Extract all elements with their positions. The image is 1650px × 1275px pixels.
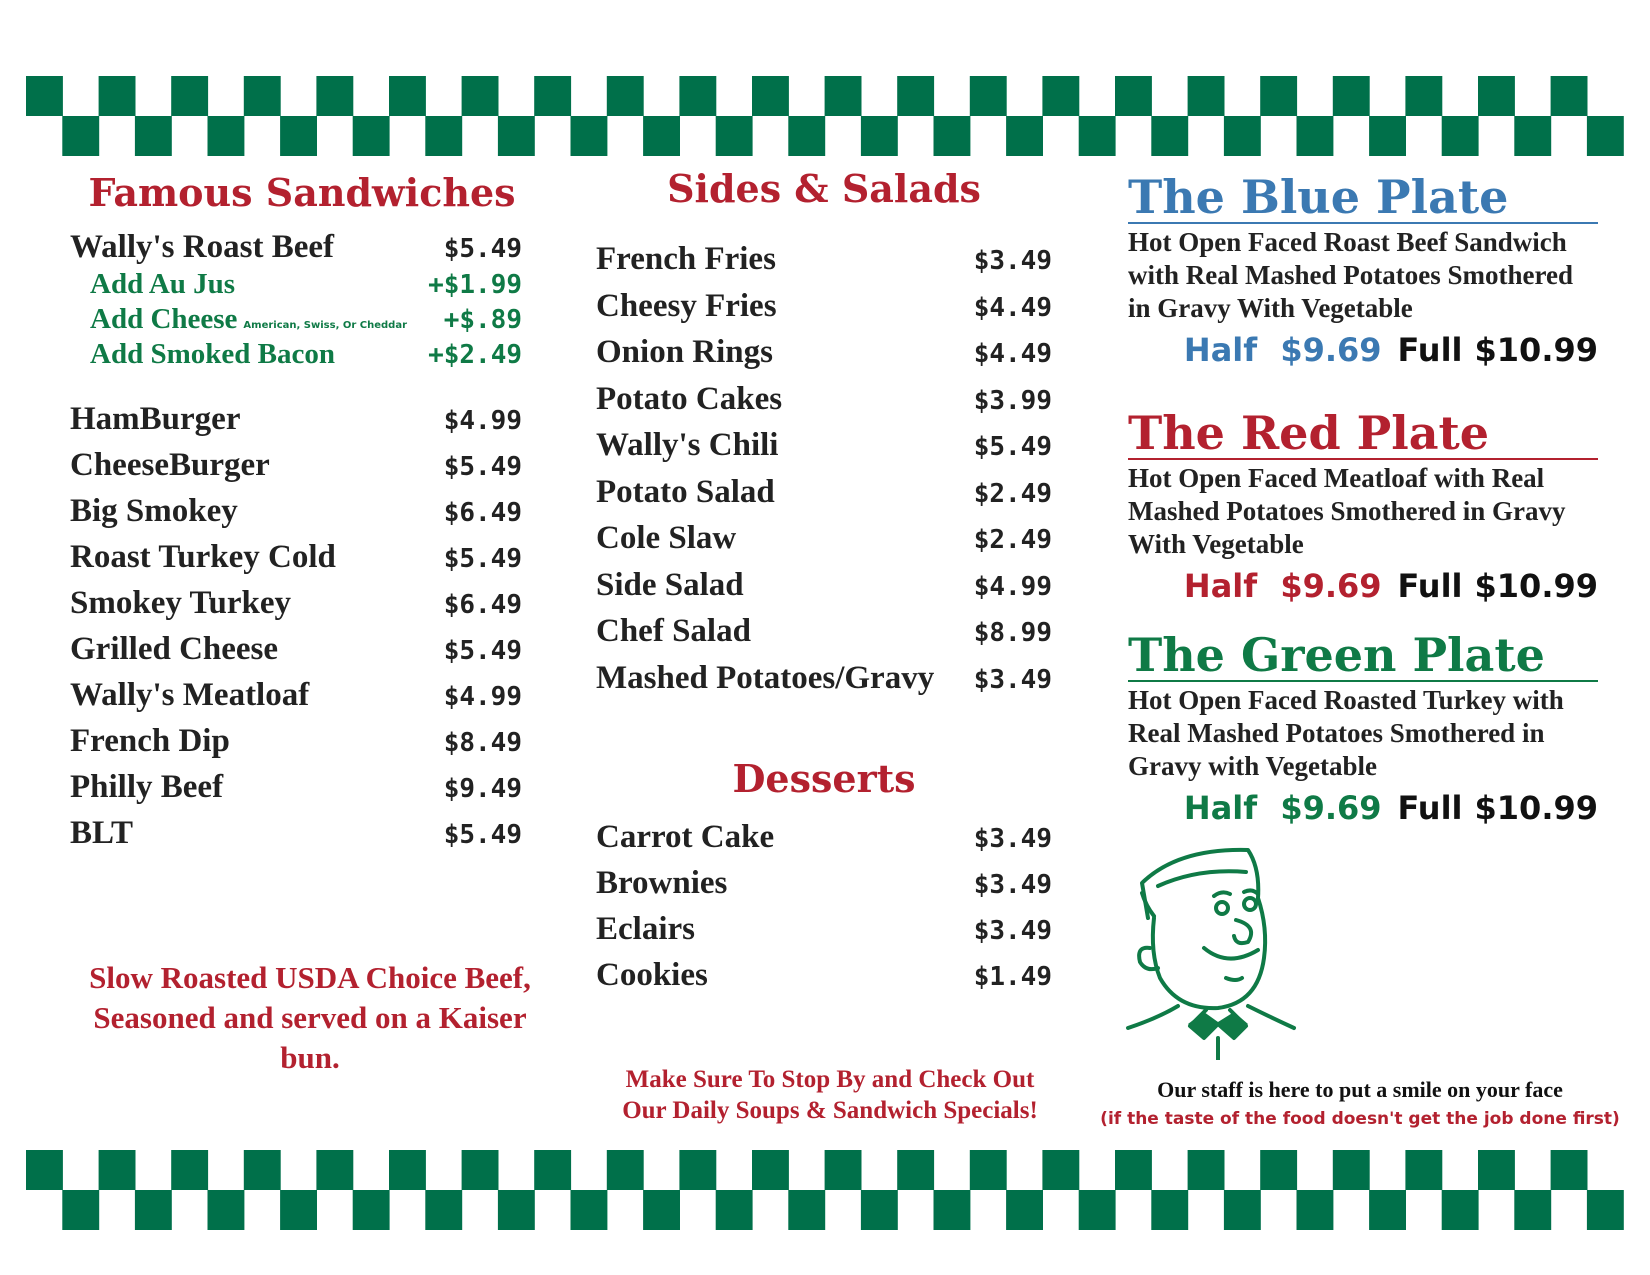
checker-square: [280, 116, 317, 156]
checker-square: [171, 1150, 208, 1190]
item-name: Wally's Chili: [596, 427, 779, 463]
desserts-list: [596, 819, 1052, 1003]
checker-square: [1369, 1190, 1406, 1230]
checker-square: [1297, 116, 1334, 156]
addon-price: +$1.99: [428, 270, 522, 300]
plate-description: Hot Open Faced Roasted Turkey with Real Mashed Potatoes Smothered in Gravy with Vegetable: [1128, 685, 1564, 781]
sides-title: Sides & Salads: [667, 166, 981, 211]
checker-border-top: [26, 76, 1624, 156]
menu-item: [70, 585, 522, 631]
checker-square: [752, 1150, 789, 1190]
checker-square: [861, 116, 898, 156]
checker-square: [135, 1190, 172, 1230]
checker-square: [1006, 116, 1043, 156]
full-price-group: [1398, 567, 1598, 605]
half-price-group: [1184, 331, 1382, 369]
menu-item: [70, 539, 522, 585]
sides-section: [596, 166, 1052, 706]
checker-square: [462, 1150, 499, 1190]
full-price: $10.99: [1474, 789, 1598, 827]
full-label: Full: [1397, 331, 1463, 369]
checker-square: [244, 76, 281, 116]
sandwich-list: [70, 401, 522, 861]
full-price-group: [1398, 789, 1598, 827]
full-label: Full: [1397, 567, 1463, 605]
item-name: Chef Salad: [596, 613, 751, 649]
plate-title: The Red Plate: [1128, 408, 1598, 460]
checker-square: [208, 1190, 245, 1230]
half-price-group: [1184, 789, 1382, 827]
addon-item: [90, 338, 522, 371]
item-price: $4.99: [443, 682, 522, 712]
menu-item: [596, 334, 1052, 381]
sides-list: [596, 241, 1052, 706]
checker-square: [1551, 1150, 1588, 1190]
half-price-group: [1184, 567, 1382, 605]
checker-square: [1042, 76, 1079, 116]
menu-item: [70, 677, 522, 723]
checker-square: [99, 76, 136, 116]
checker-square: [62, 1190, 99, 1230]
checker-square: [1514, 1190, 1551, 1230]
checker-square: [716, 116, 753, 156]
checker-square: [788, 1190, 825, 1230]
menu-item: [596, 288, 1052, 335]
item-price: $3.49: [973, 664, 1052, 695]
checker-square: [208, 116, 245, 156]
checker-square: [389, 76, 426, 116]
addon-note: American, Swiss, Or Cheddar: [243, 320, 408, 331]
item-price: $3.49: [973, 870, 1052, 900]
item-price: $8.49: [443, 728, 522, 758]
addon-list: [70, 268, 522, 371]
half-label: Half: [1183, 567, 1258, 605]
item-name: Roast Turkey Cold: [70, 539, 336, 575]
item-price: $5.49: [443, 544, 522, 574]
item-name: French Fries: [596, 241, 776, 277]
checker-square: [1405, 76, 1442, 116]
item-price: $4.49: [973, 339, 1052, 369]
item-name: Carrot Cake: [596, 819, 775, 855]
plate-price: [1128, 331, 1598, 369]
checker-square: [1587, 116, 1624, 156]
checker-square: [1042, 1150, 1079, 1190]
checker-square: [861, 1190, 898, 1230]
checker-square: [1551, 76, 1588, 116]
checker-square: [534, 1150, 571, 1190]
menu-item: [596, 427, 1052, 474]
item-name: Mashed Potatoes/Gravy: [596, 659, 935, 696]
item-name: Cookies: [596, 957, 708, 993]
checker-square: [679, 76, 716, 116]
checker-border-bottom: [26, 1150, 1624, 1230]
checker-square: [1333, 76, 1370, 116]
checker-square: [1297, 1190, 1334, 1230]
item-price: $6.49: [443, 590, 522, 620]
item-price: $3.49: [973, 916, 1052, 946]
beef-note: Slow Roasted USDA Choice Beef, Seasoned and served on a Kaiser bun.: [89, 960, 531, 1075]
item-price: $5.49: [443, 820, 522, 850]
menu-item: [70, 447, 522, 493]
checker-square: [389, 1150, 426, 1190]
menu-item: [596, 520, 1052, 567]
item-price: $6.49: [443, 498, 522, 528]
menu-item: [596, 613, 1052, 660]
checker-square: [825, 1150, 862, 1190]
item-name: Cheesy Fries: [596, 287, 777, 324]
item-price: $2.49: [973, 525, 1052, 555]
staff-note-line-2: (if the taste of the food doesn't get the job done first): [1100, 1109, 1620, 1129]
staff-note-line-1: Our staff is here to put a smile on your face: [1157, 1077, 1563, 1102]
checker-square: [1587, 1190, 1624, 1230]
checker-square: [1188, 1150, 1225, 1190]
checker-square: [353, 116, 390, 156]
full-price: $10.99: [1474, 567, 1598, 605]
checker-square: [934, 116, 971, 156]
checker-square: [897, 76, 934, 116]
addon-item: [90, 268, 522, 301]
half-price: $9.69: [1280, 789, 1382, 827]
checker-square: [1006, 1190, 1043, 1230]
plate-description: Hot Open Faced Roast Beef Sandwich with Real Mashed Potatoes Smothered in Gravy With Vegetable: [1128, 227, 1573, 323]
checker-square: [135, 116, 172, 156]
plate-description: Hot Open Faced Meatloaf with Real Mashed Potatoes Smothered in Gravy With Vegetable: [1128, 463, 1566, 559]
item-name: HamBurger: [70, 401, 241, 437]
checker-square: [970, 1150, 1007, 1190]
addon-name: Add Smoked Bacon: [90, 338, 335, 370]
diner-mascot-icon: [1118, 838, 1298, 1060]
item-price: $9.49: [443, 774, 522, 804]
menu-item: [70, 723, 522, 769]
checker-square: [897, 1150, 934, 1190]
checker-square: [99, 1150, 136, 1190]
plate-card: [1128, 172, 1598, 369]
checker-square: [1079, 116, 1116, 156]
full-price: $10.99: [1474, 331, 1598, 369]
item-price: $3.49: [973, 824, 1052, 854]
item-name: BLT: [70, 815, 134, 851]
staff-note: [1100, 1076, 1620, 1134]
item-name: Brownies: [596, 865, 728, 901]
checker-square: [607, 76, 644, 116]
item-price: $5.49: [443, 452, 522, 482]
item-name: Smokey Turkey: [70, 585, 291, 621]
full-label: Full: [1397, 789, 1463, 827]
checker-square: [498, 116, 535, 156]
menu-item: [70, 815, 522, 861]
half-label: Half: [1183, 789, 1258, 827]
menu-item: [596, 911, 1052, 957]
addon-name: Add Au Jus: [90, 268, 236, 300]
checker-square: [353, 1190, 390, 1230]
item-price: $4.99: [973, 571, 1052, 602]
checker-square: [571, 116, 608, 156]
checker-square: [643, 1190, 680, 1230]
specials-note-line-2: Our Daily Soups & Sandwich Specials!: [622, 1097, 1038, 1124]
checker-square: [425, 1190, 462, 1230]
item-name: Side Salad: [596, 566, 744, 603]
full-price-group: [1398, 331, 1598, 369]
checker-square: [171, 76, 208, 116]
checker-square: [534, 76, 571, 116]
item-price: $1.49: [973, 962, 1052, 992]
checker-square: [607, 1150, 644, 1190]
item-price: $4.49: [973, 292, 1052, 323]
checker-square: [1224, 1190, 1261, 1230]
checker-square: [934, 1190, 971, 1230]
item-name: Potato Cakes: [596, 380, 783, 417]
checker-square: [1115, 1150, 1152, 1190]
checker-square: [62, 116, 99, 156]
checker-square: [1079, 1190, 1116, 1230]
addon-item: [90, 303, 522, 336]
checker-square: [244, 1150, 281, 1190]
checker-square: [752, 76, 789, 116]
checker-square: [26, 1150, 63, 1190]
checker-square: [1333, 1150, 1370, 1190]
item-name: Eclairs: [596, 911, 695, 947]
checker-square: [1151, 1190, 1188, 1230]
addon-name-wrap: [90, 338, 335, 371]
item-name: Wally's Roast Beef: [70, 229, 334, 265]
checker-square: [26, 76, 63, 116]
checker-square: [1115, 76, 1152, 116]
checker-square: [1478, 1150, 1515, 1190]
checker-square: [425, 116, 462, 156]
menu-item: [596, 381, 1052, 428]
desserts-section: [596, 756, 1052, 1003]
checker-square: [679, 1150, 716, 1190]
item-name: CheeseBurger: [70, 447, 270, 483]
addon-price: +$2.49: [428, 340, 522, 370]
addon-name-wrap: [90, 303, 407, 336]
half-price: $9.69: [1280, 331, 1382, 369]
item-name: Potato Salad: [596, 473, 775, 510]
plate-price: [1128, 567, 1598, 605]
menu-item: [70, 401, 522, 447]
item-price: $3.99: [973, 385, 1052, 416]
item-name: Philly Beef: [70, 769, 224, 805]
item-price: $4.99: [443, 406, 522, 436]
plate-title: The Blue Plate: [1128, 172, 1598, 224]
menu-item: [596, 819, 1052, 865]
checker-square: [462, 76, 499, 116]
menu-item: [596, 865, 1052, 911]
half-price: $9.69: [1280, 567, 1382, 605]
item-price: $5.49: [443, 234, 522, 264]
item-price: $3.49: [973, 246, 1052, 276]
checker-square: [1260, 1150, 1297, 1190]
sandwiches-section: [70, 170, 522, 861]
specials-note: [580, 1064, 1080, 1126]
menu-item: [70, 493, 522, 539]
checker-square: [1514, 116, 1551, 156]
checker-square: [1405, 1150, 1442, 1190]
item-name: Wally's Meatloaf: [70, 677, 310, 713]
plate-card: [1128, 630, 1598, 827]
checker-square: [1188, 76, 1225, 116]
addon-price: +$.89: [443, 305, 522, 335]
checker-square: [1260, 76, 1297, 116]
item-price: $5.49: [973, 432, 1052, 462]
checker-square: [788, 116, 825, 156]
addon-name: Add Cheese: [90, 303, 238, 335]
checker-square: [316, 76, 353, 116]
item-name: French Dip: [70, 723, 230, 759]
checker-square: [571, 1190, 608, 1230]
item-name: Grilled Cheese: [70, 631, 279, 667]
checker-square: [825, 76, 862, 116]
checker-square: [1369, 116, 1406, 156]
checker-square: [1151, 116, 1188, 156]
menu-item-main: [70, 229, 522, 266]
specials-note-line-1: Make Sure To Stop By and Check Out: [625, 1066, 1035, 1093]
plate-price: [1128, 789, 1598, 827]
checker-square: [498, 1190, 535, 1230]
checker-square: [1442, 1190, 1479, 1230]
item-name: Big Smokey: [70, 493, 238, 529]
menu-item: [596, 660, 1052, 707]
checker-square: [1442, 116, 1479, 156]
plate-title: The Green Plate: [1128, 630, 1598, 682]
item-name: Onion Rings: [596, 334, 773, 370]
checker-square: [280, 1190, 317, 1230]
menu-item: [596, 241, 1052, 288]
addon-name-wrap: [90, 268, 235, 301]
checker-square: [716, 1190, 753, 1230]
plate-card: [1128, 408, 1598, 605]
checker-square: [970, 76, 1007, 116]
item-price: $8.99: [973, 618, 1052, 648]
item-price: $2.49: [973, 478, 1052, 509]
menu-item: [596, 474, 1052, 521]
item-name: Cole Slaw: [596, 520, 737, 556]
checker-square: [643, 116, 680, 156]
checker-square: [1478, 76, 1515, 116]
item-price: $5.49: [443, 636, 522, 666]
menu-item: [596, 567, 1052, 614]
menu-item: [596, 957, 1052, 1003]
checker-square: [1224, 116, 1261, 156]
menu-item: [70, 631, 522, 677]
menu-item: [70, 769, 522, 815]
half-label: Half: [1183, 331, 1258, 369]
sandwiches-title: Famous Sandwiches: [88, 170, 516, 215]
desserts-title: Desserts: [732, 756, 916, 801]
checker-square: [316, 1150, 353, 1190]
